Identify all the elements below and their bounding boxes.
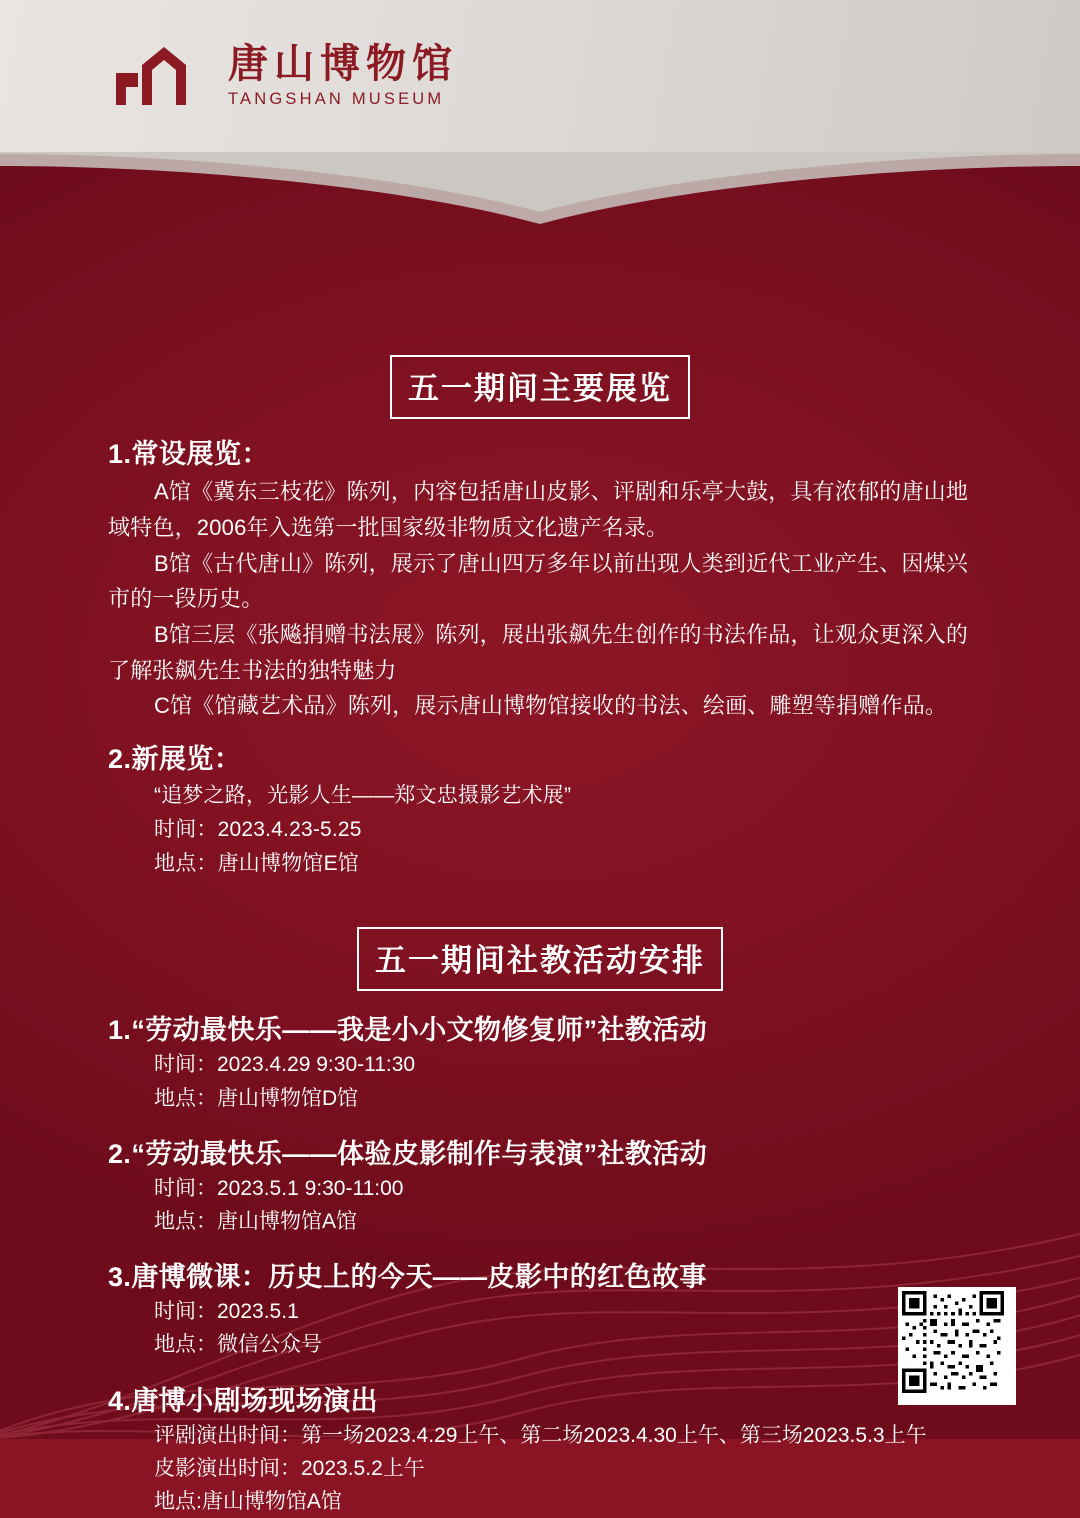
activity-time: 时间：2023.4.29 9:30-11:30 [154,1053,416,1077]
exhibitions-section-title: 五一期间主要展览 [390,355,690,419]
activity-item [108,1260,972,1361]
logo-text-block [228,40,458,109]
activity-place: 地点：唐山博物馆D馆 [154,1086,359,1110]
exhibitions-group-1-heading: 1.常设展览： [108,439,270,469]
exhibition-paragraph: B馆三层《张飚捐赠书法展》陈列，展出张飙先生创作的书法作品，让观众更深入的了解张飙先生书法的独特魅力 [108,621,969,683]
exhibition-paragraph: A馆《冀东三枝花》陈列，内容包括唐山皮影、评剧和乐亭大鼓，具有浓郁的唐山地域特色，2006年入选第一批国家级非物质文化遗产名录。 [108,479,969,541]
new-exhibition-time: 时间：2023.4.23-5.25 [154,818,362,842]
header-band [0,0,1080,152]
activity-place: 地点:唐山博物馆A馆 [154,1490,342,1514]
activity-item [108,1384,972,1518]
museum-logo [112,40,458,109]
new-exhibition-name: “追梦之路，光影人生——郑文忠摄影艺术展” [154,784,572,808]
exhibitions-block [0,436,1080,881]
activity-item [108,1013,972,1114]
activity-title: 2.“劳动最快乐——体验皮影制作与表演”社教活动 [108,1138,708,1169]
logo-chinese-name: 唐山博物馆 [228,40,458,87]
exhibition-paragraph: C馆《馆藏艺术品》陈列，展示唐山博物馆接收的书法、绘画、雕塑等捐赠作品。 [154,693,948,719]
activity-place: 地点：微信公众号 [154,1333,322,1357]
activity-time-pingju: 评剧演出时间：第一场2023.4.29上午、第二场2023.4.30上午、第三场2023.5.3上午 [154,1423,927,1447]
activity-title: 4.唐博小剧场现场演出 [108,1385,378,1416]
activities-block [0,1013,1080,1518]
museum-roof-logo-icon [112,43,208,109]
activity-place: 地点：唐山博物馆A馆 [154,1210,358,1233]
activity-time: 时间：2023.5.1 9:30-11:00 [154,1176,404,1200]
activity-title: 3.唐博微课：历史上的今天——皮影中的红色故事 [108,1262,707,1293]
exhibitions-group-2-heading: 2.新展览： [108,743,242,774]
activity-item [108,1137,972,1238]
activities-section-title: 五一期间社教活动安排 [357,927,723,991]
logo-english-name: TANGSHAN MUSEUM [228,90,445,108]
activity-title: 1.“劳动最快乐——我是小小文物修复师”社教活动 [108,1015,708,1046]
qr-code-icon[interactable] [898,1287,1016,1405]
activity-time: 时间：2023.5.1 [154,1300,299,1324]
activity-time-piying: 皮影演出时间：2023.5.2上午 [154,1456,425,1480]
new-exhibition-place: 地点：唐山博物馆E馆 [154,852,360,876]
exhibition-paragraph: B馆《古代唐山》陈列，展示了唐山四万多年以前出现人类到近代工业产生、因煤兴市的一段历史。 [108,550,969,612]
